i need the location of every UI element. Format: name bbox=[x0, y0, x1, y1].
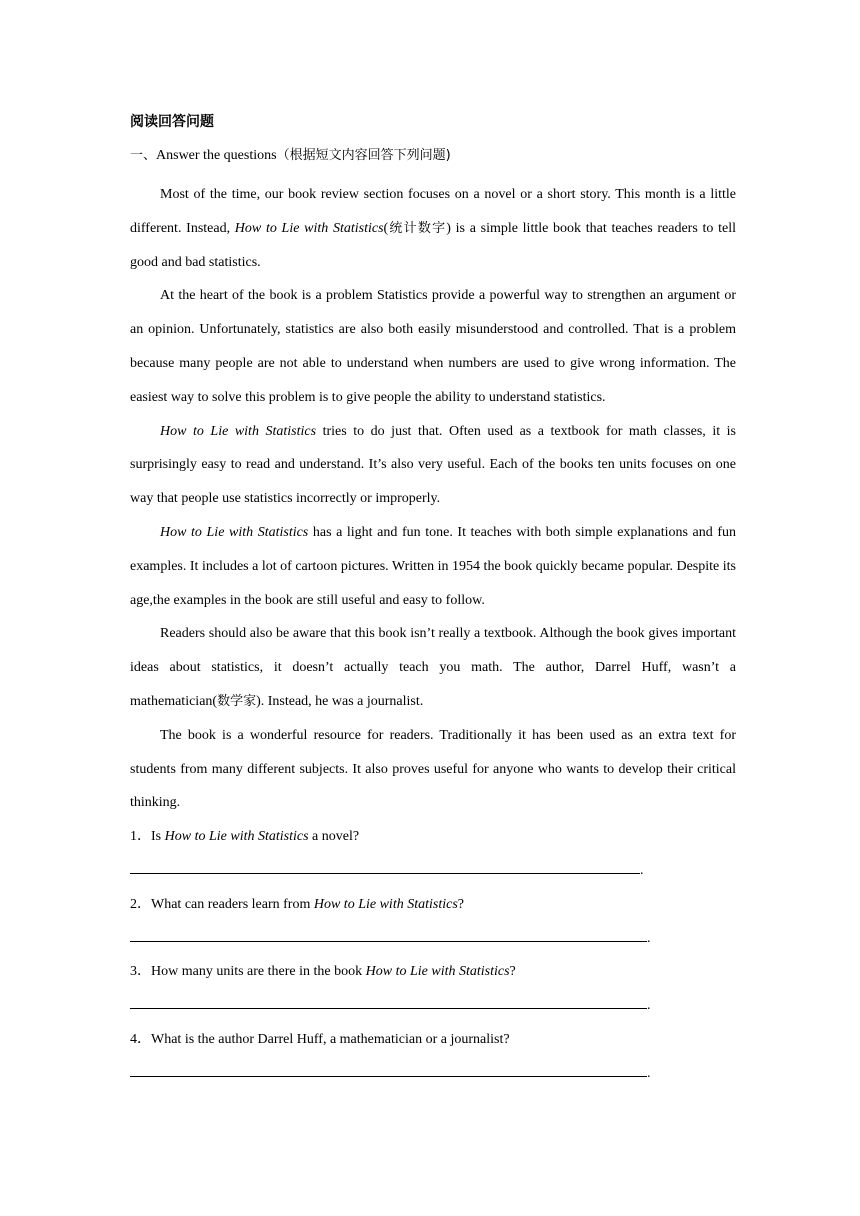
passage-paragraph-1 bbox=[130, 178, 736, 279]
question-4 bbox=[130, 1023, 736, 1057]
section-number: 一、 bbox=[130, 148, 157, 163]
page-title: 阅读回答问题 bbox=[130, 114, 214, 130]
paragraph-text: ) is a simple little book that teaches readers to tell good and bad statistics. bbox=[130, 220, 736, 270]
answer-blank[interactable] bbox=[130, 927, 647, 942]
passage-paragraph-6: The book is a wonderful resource for readers. Traditionally it has been used as an extra text for students from many different subjects. It also proves useful for anyone who wants to develop their critical thinking. bbox=[130, 727, 736, 811]
question-text: What can readers learn from bbox=[151, 896, 314, 912]
question-text: ? bbox=[457, 896, 464, 912]
question-2 bbox=[130, 888, 736, 922]
paragraph-text: has a light and fun tone. It teaches with both simple explanations and fun examples. It includes a lot of cartoon pictures. Written in 1954 the book quickly became popular. Despite its age,the examples in the book are still useful and easy to follow. bbox=[130, 524, 737, 608]
answer-line-2[interactable] bbox=[130, 922, 736, 956]
question-text: a novel? bbox=[308, 829, 360, 845]
passage-paragraph-4 bbox=[130, 516, 736, 617]
paragraph-text: Readers should also be aware that this book isn’t really a textbook. Although the book gives important ideas about statistics, it doesn’t actually teach you math. The author, Darrel Huff, wasn’t a mathematician( bbox=[130, 626, 736, 709]
answer-period: . bbox=[640, 862, 644, 878]
document-page bbox=[130, 111, 736, 1091]
book-title: How to Lie with Statistics bbox=[160, 524, 309, 540]
answer-line-3[interactable] bbox=[130, 989, 736, 1023]
passage-paragraph-3 bbox=[130, 415, 736, 516]
answer-line-4[interactable] bbox=[130, 1057, 736, 1091]
chinese-gloss: 统计数字 bbox=[388, 220, 447, 236]
paragraph-text: Most of the time, our book review section focuses on a novel or a short story. This month is a little different. Instead, bbox=[130, 187, 736, 236]
book-title: How to Lie with Statistics bbox=[313, 896, 458, 912]
passage-paragraph-5 bbox=[130, 617, 736, 718]
question-1 bbox=[130, 820, 736, 854]
book-title: How to Lie with Statistics bbox=[365, 964, 510, 980]
question-number: 1． bbox=[130, 829, 151, 845]
section-heading bbox=[130, 145, 736, 167]
question-number: 4． bbox=[130, 1031, 151, 1047]
question-text: ? bbox=[509, 964, 516, 980]
answer-blank[interactable] bbox=[130, 859, 640, 874]
chinese-gloss: 数学家 bbox=[217, 693, 257, 709]
passage-paragraph-2: At the heart of the book is a problem Statistics provide a powerful way to strengthen an argument or an opinion. Unfortunately, statistics are also both easily misunderstood and controlled. That is a problem because many people are not able to understand when numbers are used to give wrong information. The easiest way to solve this problem is to give people the ability to understand statistics. bbox=[130, 288, 736, 405]
paragraph-text: tries to do just that. Often used as a textbook for math classes, it is surprisingly easy to read and understand. It’s also very useful. Each of the books ten units focuses on one way that people use statistics incorrectly or improperly. bbox=[130, 423, 736, 507]
book-title: How to Lie with Statistics bbox=[234, 220, 384, 236]
answer-line-1[interactable] bbox=[130, 854, 736, 888]
paragraph-text: ). Instead, he was a journalist. bbox=[256, 693, 424, 709]
answer-blank[interactable] bbox=[130, 1062, 647, 1077]
book-title: How to Lie with Statistics bbox=[164, 829, 309, 845]
section-note: （根据短文内容回答下列问题) bbox=[276, 148, 451, 163]
answer-blank[interactable] bbox=[130, 994, 647, 1009]
question-3 bbox=[130, 955, 736, 989]
question-text: Is bbox=[151, 829, 165, 845]
section-label: Answer the questions bbox=[156, 148, 277, 163]
question-number: 3． bbox=[130, 964, 151, 980]
answer-period: . bbox=[647, 930, 651, 946]
question-text: What is the author Darrel Huff, a mathematician or a journalist? bbox=[151, 1031, 510, 1047]
question-number: 2． bbox=[130, 896, 151, 912]
book-title: How to Lie with Statistics bbox=[160, 423, 317, 439]
question-text: How many units are there in the book bbox=[151, 964, 366, 980]
answer-period: . bbox=[647, 1065, 651, 1081]
paragraph-text: ( bbox=[383, 220, 389, 236]
answer-period: . bbox=[647, 998, 651, 1014]
